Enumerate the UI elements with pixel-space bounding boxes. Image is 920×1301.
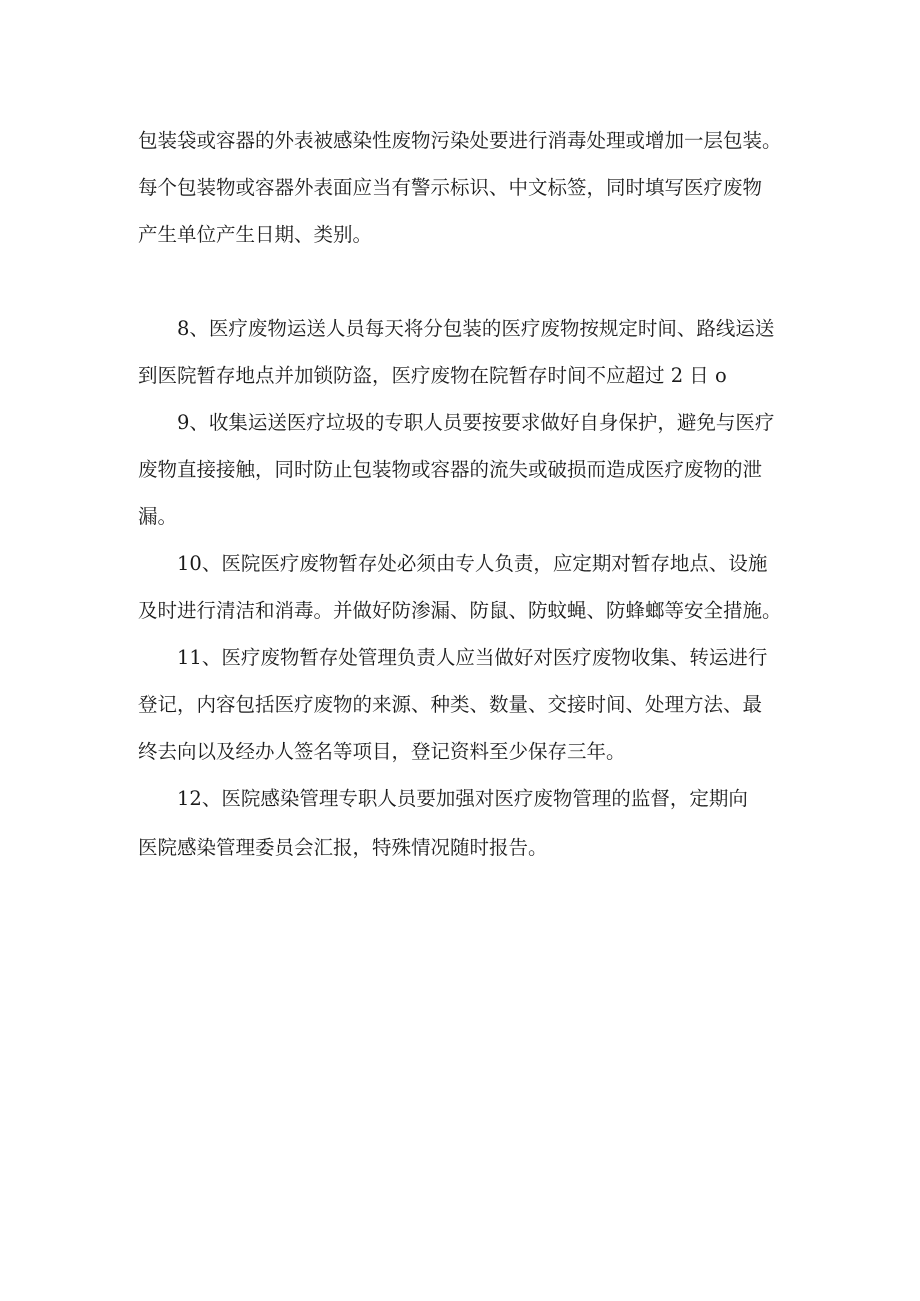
text-line: 8、医疗废物运送人员每天将分包装的医疗废物按规定时间、路线运送 (177, 317, 775, 340)
text-line: 登记，内容包括医疗废物的来源、种类、数量、交接时间、处理方法、最 (138, 693, 763, 716)
text-line: 医院感染管理委员会汇报，特殊情况随时报告。 (138, 836, 548, 859)
text-line: 及时进行清洁和消毒。并做好防渗漏、防鼠、防蚊蝇、防蜂螂等安全措施。 (138, 599, 782, 622)
text-line: 产生单位产生日期、类别。 (138, 223, 373, 246)
text-line: 废物直接接触，同时防止包装物或容器的流失或破损而造成医疗废物的泄 (138, 458, 763, 481)
text-line: 包装袋或容器的外表被感染性废物污染处要进行消毒处理或增加一层包装。 (138, 129, 782, 152)
text-line: 终去向以及经办人签名等项目，登记资料至少保存三年。 (138, 740, 626, 763)
text-line: 每个包装物或容器外表面应当有警示标识、中文标签，同时填写医疗废物 (138, 176, 763, 199)
paragraph-item-12 (138, 775, 798, 871)
text-line: 到医院暂存地点并加锁防盗，医疗废物在院暂存时间不应超过 2 日 o (138, 364, 727, 387)
text-line: 11、医疗废物暂存处管理负责人应当做好对医疗废物收集、转运进行 (177, 646, 768, 669)
paragraph-continuation (138, 117, 798, 258)
paragraph-item-10 (138, 540, 798, 634)
text-line: 12、医院感染管理专职人员要加强对医疗废物管理的监督，定期向 (177, 787, 748, 810)
text-line: 漏。 (138, 505, 178, 528)
paragraph-item-8 (138, 305, 798, 399)
paragraph-item-9 (138, 399, 798, 540)
paragraph-item-11 (138, 634, 798, 775)
text-line: 9、收集运送医疗垃圾的专职人员要按要求做好自身保护，避免与医疗 (177, 411, 775, 434)
text-line: 10、医院医疗废物暂存处必须由专人负责，应定期对暂存地点、设施 (177, 552, 768, 575)
